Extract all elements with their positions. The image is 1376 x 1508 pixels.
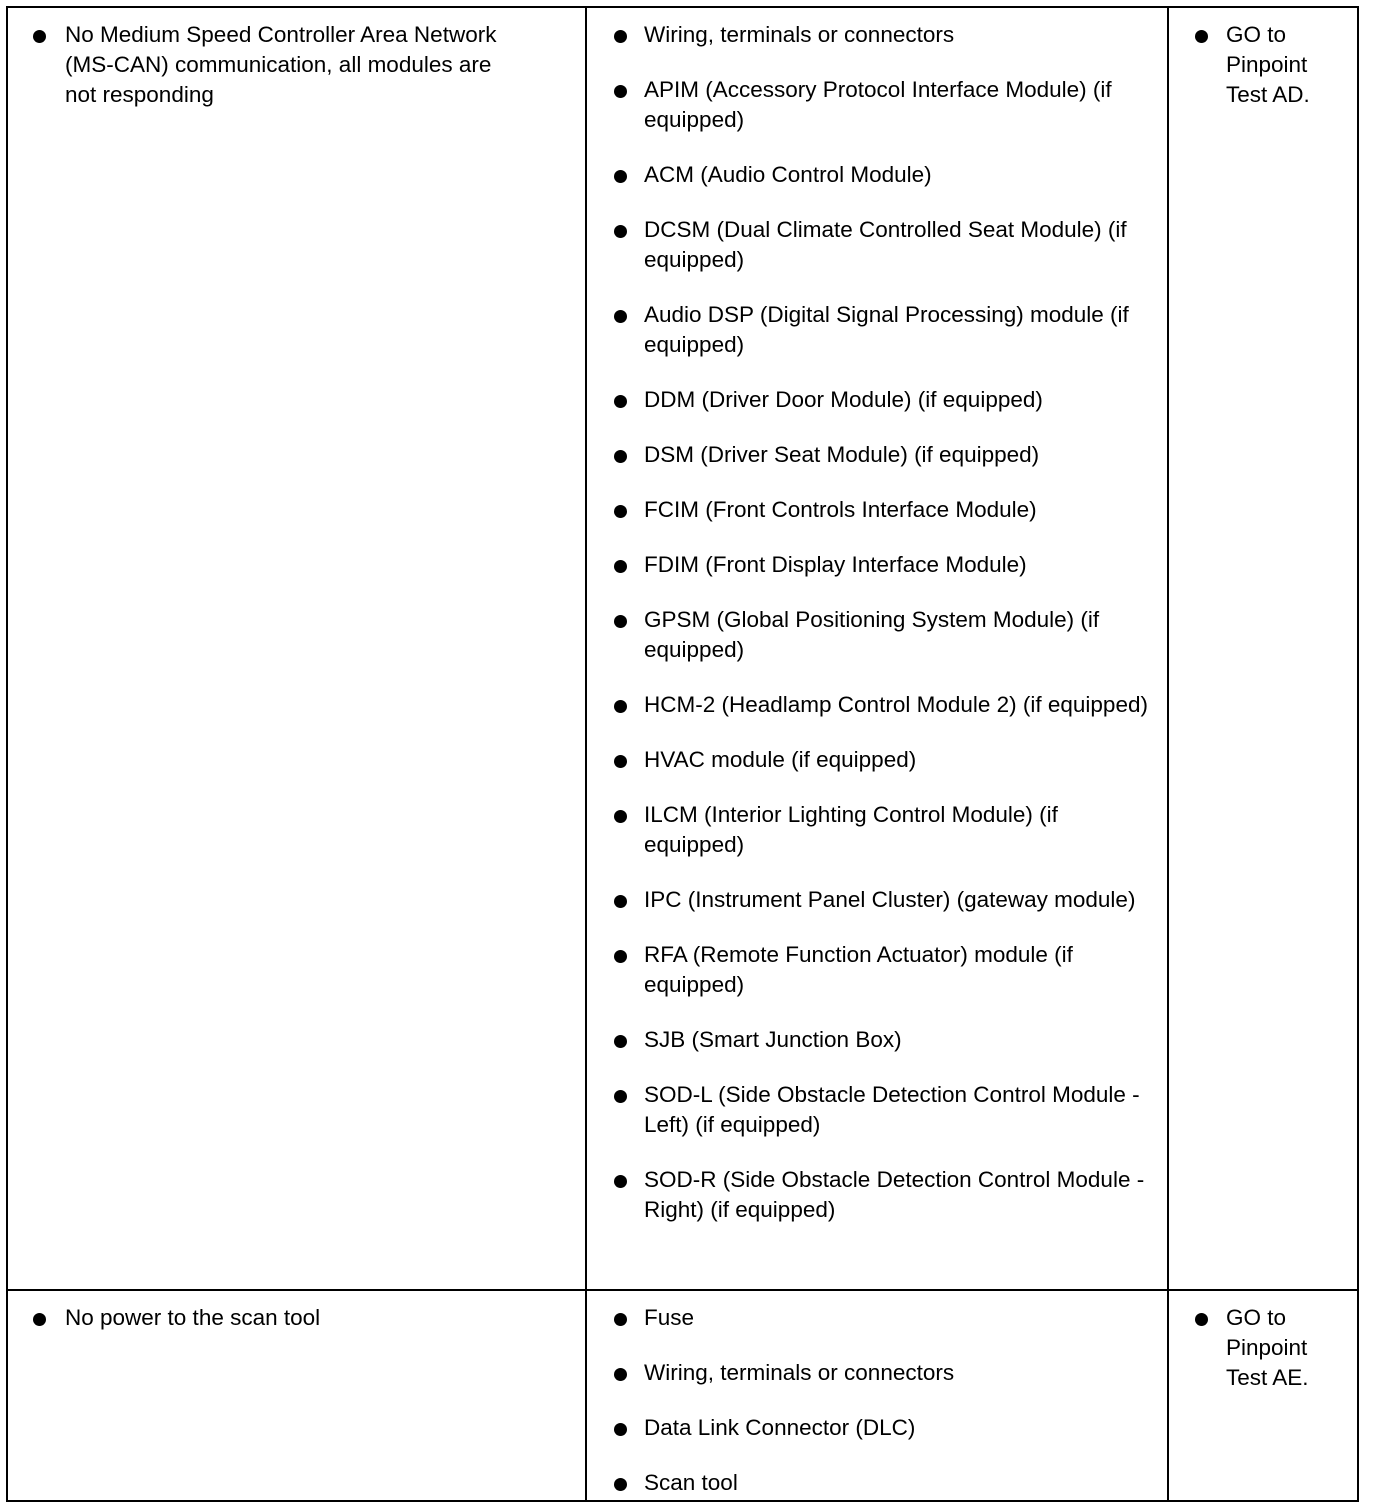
list-item <box>587 745 1167 775</box>
source-text: IPC (Instrument Panel Cluster) (gateway module) <box>644 887 1136 912</box>
bullet-icon <box>614 1368 627 1381</box>
source-text: DCSM (Dual Climate Controlled Seat Module) (if equipped) <box>644 217 1127 272</box>
condition-cell <box>7 1290 586 1501</box>
list-item <box>587 885 1167 915</box>
source-text: Fuse <box>644 1305 695 1330</box>
source-text: HVAC module (if equipped) <box>644 747 917 772</box>
list-item <box>587 1303 1167 1333</box>
bullet-icon <box>614 1313 627 1326</box>
list-item <box>587 1358 1167 1388</box>
bullet-icon <box>614 505 627 518</box>
bullet-icon <box>614 810 627 823</box>
source-text: FDIM (Front Display Interface Module) <box>644 552 1027 577</box>
source-text: ACM (Audio Control Module) <box>644 162 932 187</box>
source-text: RFA (Remote Function Actuator) module (if equipped) <box>644 942 1073 997</box>
list-item <box>587 800 1167 860</box>
list-item <box>587 440 1167 470</box>
bullet-icon <box>614 950 627 963</box>
bullet-icon <box>1195 1313 1208 1326</box>
action-text: GO to Pinpoint Test AE. <box>1226 1305 1309 1390</box>
bullet-icon <box>614 30 627 43</box>
list-item <box>587 690 1167 720</box>
source-text: Audio DSP (Digital Signal Processing) module (if equipped) <box>644 302 1129 357</box>
source-text: Wiring, terminals or connectors <box>644 22 955 47</box>
bullet-icon <box>614 1090 627 1103</box>
bullet-icon <box>614 225 627 238</box>
list-item <box>587 605 1167 665</box>
list-item <box>587 495 1167 525</box>
bullet-icon <box>614 170 627 183</box>
bullet-icon <box>614 1423 627 1436</box>
action-text: GO to Pinpoint Test AD. <box>1226 22 1310 107</box>
condition-cell <box>7 7 586 1290</box>
list-item <box>587 300 1167 360</box>
bullet-icon <box>1195 30 1208 43</box>
source-text: Data Link Connector (DLC) <box>644 1415 916 1440</box>
condition-text: No power to the scan tool <box>65 1305 321 1330</box>
list-item <box>587 20 1167 50</box>
bullet-icon <box>614 310 627 323</box>
bullet-icon <box>614 615 627 628</box>
bullet-icon <box>614 395 627 408</box>
list-item <box>587 550 1167 580</box>
diagnostic-table <box>6 6 1359 1502</box>
list-item <box>587 1080 1167 1140</box>
bullet-icon <box>614 1478 627 1491</box>
source-text: Wiring, terminals or connectors <box>644 1360 955 1385</box>
list-item <box>587 1413 1167 1443</box>
bullet-icon <box>614 755 627 768</box>
list-item <box>8 1303 585 1333</box>
bullet-icon <box>614 85 627 98</box>
action-cell <box>1168 7 1358 1290</box>
action-cell <box>1168 1290 1358 1501</box>
source-text: SOD-R (Side Obstacle Detection Control Module - Right) (if equipped) <box>644 1167 1145 1222</box>
bullet-icon <box>614 450 627 463</box>
source-text: Scan tool <box>644 1470 738 1495</box>
list-item <box>1169 20 1357 110</box>
source-text: DDM (Driver Door Module) (if equipped) <box>644 387 1043 412</box>
bullet-icon <box>614 895 627 908</box>
bullet-icon <box>33 1313 46 1326</box>
bullet-icon <box>614 700 627 713</box>
list-item <box>587 1165 1167 1225</box>
table-row <box>7 7 1358 1290</box>
bullet-icon <box>614 1175 627 1188</box>
list-item <box>8 20 585 110</box>
list-item <box>587 75 1167 135</box>
list-item <box>587 940 1167 1000</box>
list-item <box>587 1468 1167 1498</box>
bullet-icon <box>33 30 46 43</box>
bullet-icon <box>614 1035 627 1048</box>
bullet-icon <box>614 560 627 573</box>
source-text: ILCM (Interior Lighting Control Module) (if equipped) <box>644 802 1058 857</box>
source-text: SOD-L (Side Obstacle Detection Control Module - Left) (if equipped) <box>644 1082 1140 1137</box>
condition-text: No Medium Speed Controller Area Network (MS-CAN) communication, all modules are not responding <box>65 22 497 107</box>
list-item <box>1169 1303 1357 1393</box>
source-text: SJB (Smart Junction Box) <box>644 1027 902 1052</box>
table-row <box>7 1290 1358 1501</box>
source-text: DSM (Driver Seat Module) (if equipped) <box>644 442 1040 467</box>
source-text: HCM-2 (Headlamp Control Module 2) (if equipped) <box>644 692 1148 717</box>
source-text: FCIM (Front Controls Interface Module) <box>644 497 1037 522</box>
list-item <box>587 215 1167 275</box>
list-item <box>587 160 1167 190</box>
possible-sources-cell <box>586 7 1168 1290</box>
list-item <box>587 1025 1167 1055</box>
possible-sources-cell <box>586 1290 1168 1501</box>
source-text: GPSM (Global Positioning System Module) (if equipped) <box>644 607 1100 662</box>
source-text: APIM (Accessory Protocol Interface Module) (if equipped) <box>644 77 1112 132</box>
list-item <box>587 385 1167 415</box>
